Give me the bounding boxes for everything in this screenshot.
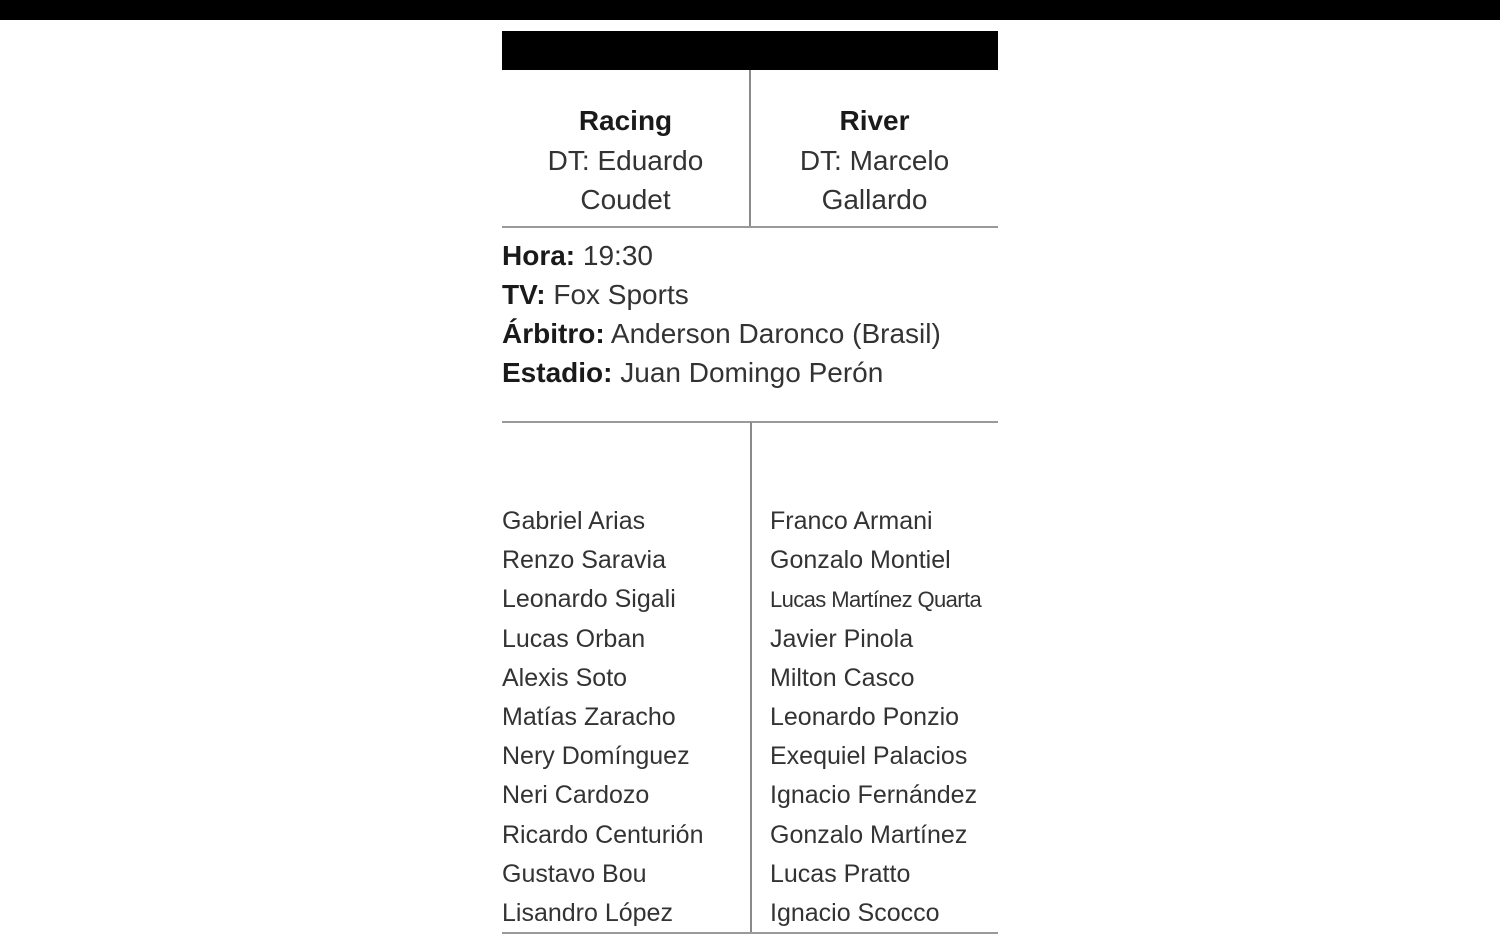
- teams-bottom-rule: [502, 226, 998, 228]
- home-coach-line1: DT: Eduardo: [547, 144, 704, 176]
- home-player: Nery Domínguez: [502, 742, 690, 771]
- away-player: Lucas Pratto: [770, 859, 911, 888]
- away-player: Ignacio Fernández: [770, 781, 978, 810]
- away-team-name: River: [839, 105, 910, 136]
- away-lineup: [770, 502, 998, 933]
- away-player: Exequiel Palacios: [770, 742, 968, 771]
- away-player: Leonardo Ponzio: [770, 703, 960, 732]
- home-player: Neri Cardozo: [502, 781, 650, 810]
- lineup-divider: [750, 422, 752, 933]
- home-player: Matías Zaracho: [502, 703, 676, 732]
- home-team: [502, 101, 749, 220]
- home-player: Renzo Saravia: [502, 546, 666, 575]
- away-player: Lucas Martínez Quarta: [770, 587, 982, 613]
- away-player: Javier Pinola: [770, 624, 914, 653]
- home-player: Lucas Orban: [502, 624, 646, 653]
- top-black-bar: [0, 0, 1500, 20]
- home-player: Ricardo Centurión: [502, 820, 704, 849]
- away-coach-line1: DT: Marcelo: [799, 144, 950, 176]
- info-row-stadium: Estadio: Juan Domingo Perón: [502, 357, 884, 388]
- info-row-time: Hora: 19:30: [502, 240, 653, 271]
- away-coach-line2: Gallardo: [821, 184, 928, 215]
- info-row-referee: Árbitro: Anderson Daronco (Brasil): [502, 318, 941, 349]
- away-player: Franco Armani: [770, 507, 933, 535]
- home-lineup: [502, 502, 742, 933]
- card-header-bar: [502, 31, 998, 70]
- away-player: Ignacio Scocco: [770, 899, 940, 928]
- home-player: Leonardo Sigali: [502, 585, 676, 614]
- home-player: Alexis Soto: [502, 663, 628, 692]
- away-player: Gonzalo Montiel: [770, 546, 951, 575]
- home-team-name: Racing: [578, 105, 673, 136]
- away-player: Gonzalo Martínez: [770, 820, 968, 849]
- match-info: [502, 236, 998, 392]
- home-coach-line2: Coudet: [580, 184, 671, 215]
- home-player: Gabriel Arias: [502, 507, 646, 535]
- lineup-bottom-rule: [502, 932, 998, 934]
- home-player: Gustavo Bou: [502, 859, 647, 888]
- away-team: [751, 101, 998, 220]
- away-player: Milton Casco: [770, 663, 915, 692]
- match-card: [502, 31, 998, 937]
- home-player: Lisandro López: [502, 899, 673, 928]
- info-row-tv: TV: Fox Sports: [502, 279, 689, 310]
